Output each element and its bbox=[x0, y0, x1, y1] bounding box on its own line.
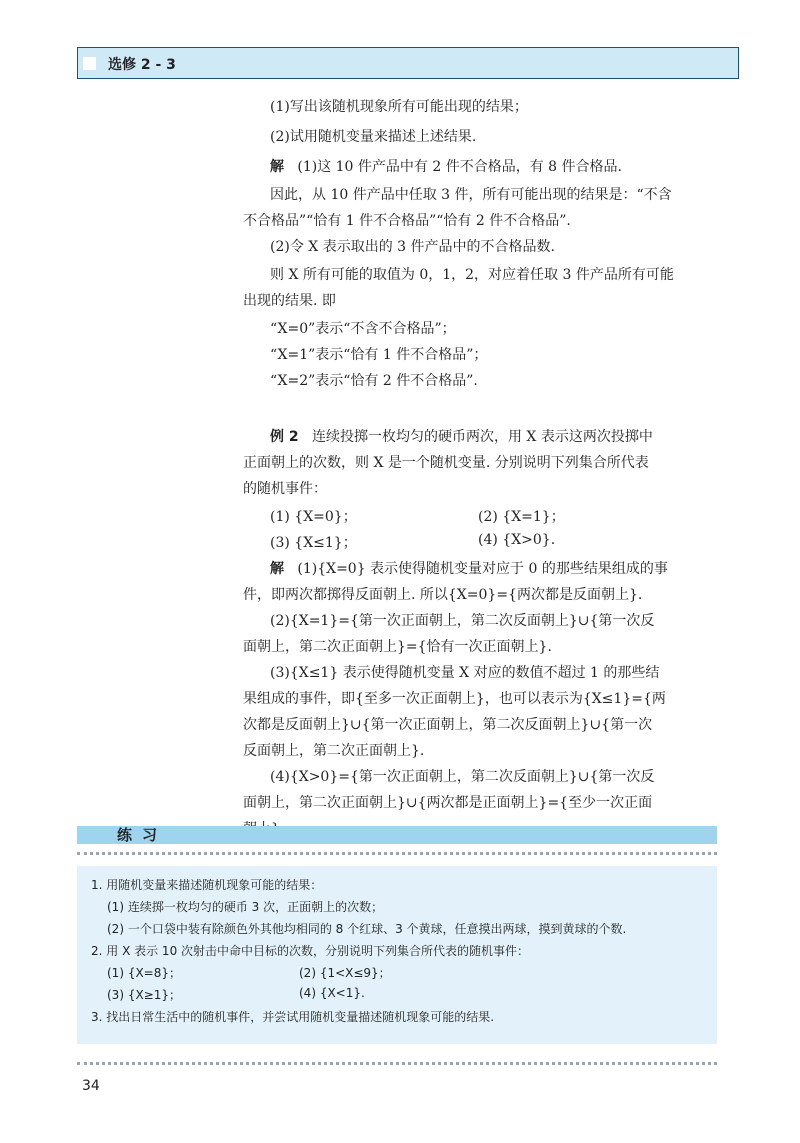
practice-line: (2) 一个口袋中装有除颜色外其他均相同的 8 个红球、3 个黄球，任意摸出两球，摸到黄球的个数. bbox=[107, 922, 627, 936]
example-item: (4) {X>0}. bbox=[478, 532, 556, 548]
text-span: 连续投掷一枚均匀的硬币两次，用 X 表示这两次投掷中 bbox=[311, 429, 653, 445]
text-line: 反面朝上，第二次正面朝上}. bbox=[243, 743, 425, 759]
practice-items-row bbox=[107, 964, 507, 981]
text-line: 出现的结果. 即 bbox=[243, 293, 336, 309]
practice-title: 练习 bbox=[117, 826, 168, 844]
chapter-title: 选修 2 - 3 bbox=[108, 57, 176, 73]
text-line: 面朝上，第二次正面朝上}∪{两次都是正面朝上}={至少一次正面 bbox=[243, 795, 653, 811]
practice-line: 1. 用随机变量来描述随机现象可能的结果： bbox=[91, 878, 323, 892]
dotted-divider bbox=[77, 852, 717, 855]
practice-item: (4) {X<1}. bbox=[299, 986, 365, 1000]
practice-item: (1) {X=8}； bbox=[107, 966, 181, 980]
text-line: (1)写出该随机现象所有可能出现的结果； bbox=[270, 99, 528, 115]
text-line: “X=0”表示“不含不合格品”； bbox=[270, 321, 456, 337]
example-2-line bbox=[270, 426, 653, 446]
practice-item: (3) {X≥1}； bbox=[107, 988, 181, 1002]
text-line: (4){X>0}={第一次正面朝上，第二次反面朝上}∪{第一次反 bbox=[270, 769, 655, 785]
example-item: (2) {X=1}； bbox=[478, 509, 565, 525]
text-line: (2)试用随机变量来描述上述结果. bbox=[270, 129, 477, 145]
text-span: (1){X=0} 表示使得随机变量对应于 0 的那些结果组成的事 bbox=[297, 561, 668, 577]
header-square-icon bbox=[83, 57, 96, 70]
jie-label: 解 bbox=[270, 159, 284, 175]
text-line: “X=2”表示“恰有 2 件不合格品”. bbox=[270, 373, 478, 389]
text-line: (3){X≤1} 表示使得随机变量 X 对应的数值不超过 1 的那些结 bbox=[270, 665, 660, 681]
text-line bbox=[270, 558, 668, 578]
practice-line: (1) 连续掷一枚均匀的硬币 3 次，正面朝上的次数； bbox=[107, 900, 384, 914]
text-line: 次都是反面朝上}∪{第一次正面朝上，第二次反面朝上}∪{第一次 bbox=[243, 717, 653, 733]
chapter-header bbox=[77, 47, 739, 79]
text-line: 不合格品”“恰有 1 件不合格品”“恰有 2 件不合格品”. bbox=[243, 213, 571, 229]
text-line: “X=1”表示“恰有 1 件不合格品”； bbox=[270, 347, 488, 363]
example-2-label: 例 2 bbox=[270, 429, 299, 445]
text-line: 的随机事件： bbox=[243, 481, 327, 497]
example-item: (3) {X≤1}； bbox=[270, 535, 357, 551]
practice-line: 2. 用 X 表示 10 次射击中命中目标的次数，分别说明下列集合所代表的随机事件： bbox=[91, 944, 530, 958]
text-span: (1)这 10 件产品中有 2 件不合格品，有 8 件合格品. bbox=[297, 159, 622, 175]
text-line: (2)令 X 表示取出的 3 件产品中的不合格品数. bbox=[270, 239, 555, 255]
practice-line: 3. 找出日常生活中的随机事件，并尝试用随机变量描述随机现象可能的结果. bbox=[91, 1010, 495, 1024]
text-line: 面朝上，第二次正面朝上}={恰有一次正面朝上}. bbox=[243, 639, 552, 655]
practice-header bbox=[77, 826, 717, 844]
text-line: 则 X 所有可能的取值为 0，1，2，对应着任取 3 件产品所有可能 bbox=[270, 267, 674, 283]
text-line: 件，即两次都掷得反面朝上. 所以{X=0}={两次都是反面朝上}. bbox=[243, 587, 643, 603]
text-line: 果组成的事件，即{至多一次正面朝上}，也可以表示为{X≤1}={两 bbox=[243, 691, 666, 707]
jie-label: 解 bbox=[270, 561, 284, 577]
text-line bbox=[270, 156, 622, 176]
page-number: 34 bbox=[82, 1078, 100, 1094]
example-items-row bbox=[270, 532, 690, 552]
practice-item: (2) {1<X≤9}； bbox=[299, 966, 391, 980]
practice-items-row bbox=[107, 986, 507, 1003]
text-line: (2){X=1}={第一次正面朝上，第二次反面朝上}∪{第一次反 bbox=[270, 613, 655, 629]
example-item: (1) {X=0}； bbox=[270, 509, 357, 525]
bottom-dotted-divider bbox=[77, 1062, 717, 1065]
text-line: 因此，从 10 件产品中任取 3 件，所有可能出现的结果是：“不含 bbox=[270, 187, 672, 203]
example-items-row bbox=[270, 506, 690, 526]
text-line: 正面朝上的次数，则 X 是一个随机变量. 分别说明下列集合所代表 bbox=[243, 455, 649, 471]
practice-box bbox=[77, 866, 717, 1044]
